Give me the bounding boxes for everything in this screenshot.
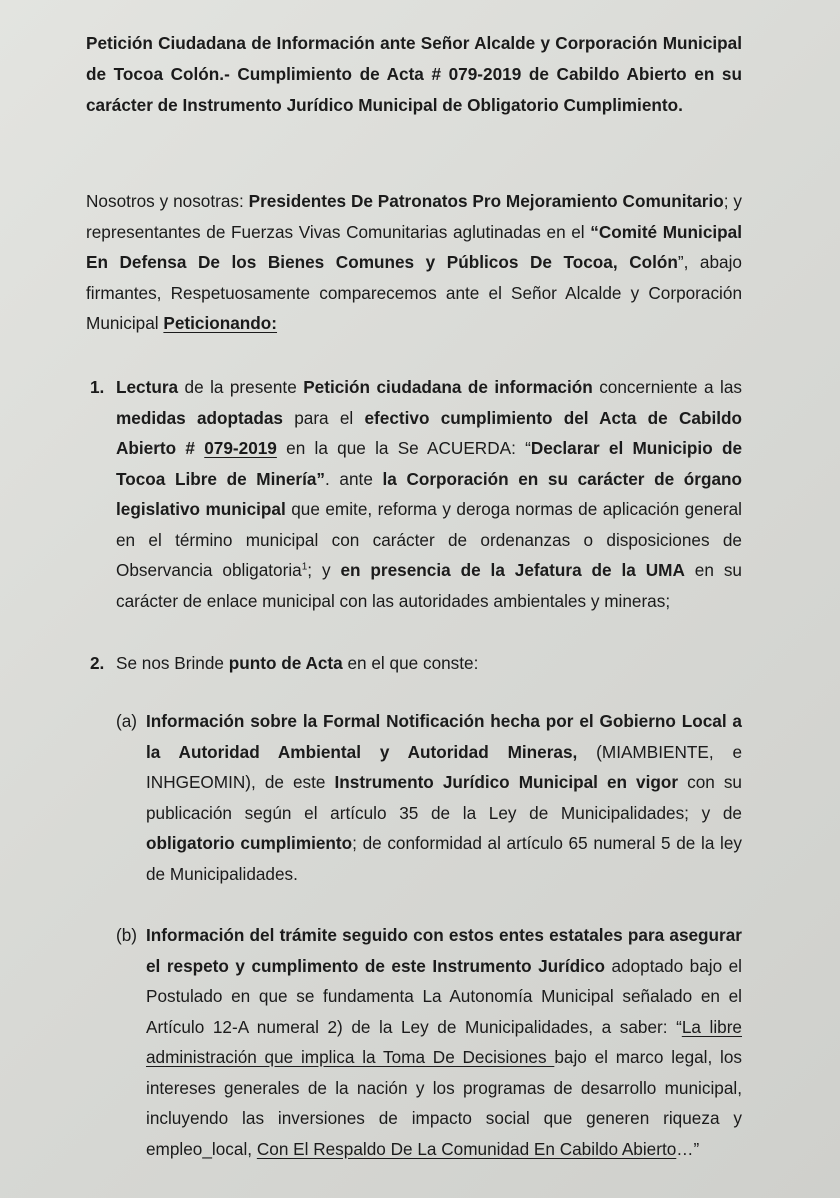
item-1-bold: la Corporación en su carácter de órgano legislativo municipal (116, 468, 743, 519)
item-2-text: en el que conste: (342, 653, 479, 673)
sub-a-paragraph (146, 706, 742, 889)
sub-b-bold: Información del trámite seguido con estos entes estatales para asegurar el respeto y cumplimento de este Instrumento Jurídico (146, 925, 742, 976)
sub-b-paragraph (146, 920, 742, 1164)
item-1-marker: 1. (90, 377, 105, 397)
intro-bold-patronatos: Presidentes De Patronatos Pro Mejoramiento Comunitario (248, 191, 724, 211)
sub-a-text: ; de conformidad al artículo 65 numeral 5 de la ley de Municipalidades. (146, 833, 742, 884)
item-2-paragraph (116, 648, 742, 679)
sub-b-marker: (b) (116, 925, 138, 945)
intro-paragraph (86, 186, 742, 339)
item-1-text: en la que la Se ACUERDA: “ (276, 438, 531, 458)
item-1-acta-number: 079-2019 (204, 438, 277, 458)
sub-b-text: adoptado bajo el Postulado en que se fundamenta La Autonomía Municipal señalado en el Artículo 12-A numeral 2) de la Ley de Municipalidades, a saber: “ (146, 955, 742, 1037)
intro-text: ; y representantes de Fuerzas Vivas Comunitarias aglutinadas en el (86, 191, 742, 242)
item-1-text: de la presente (178, 377, 304, 397)
item-1-text: concerniente a las (592, 377, 742, 397)
item-1-bold: medidas adoptadas (116, 407, 283, 428)
item-1-bold: Declarar el Municipio de Tocoa Libre de Minería” (116, 438, 743, 489)
item-1-text: en su carácter de enlace municipal con las autoridades ambientales y mineras; (116, 560, 742, 611)
item-1-bold: Lectura (116, 377, 179, 397)
item-1-bold: efectivo cumplimiento del Acta de Cabildo Abierto # (116, 407, 742, 458)
sub-b-underlined-quote: Con El Respaldo De La Comunidad En Cabildo Abierto (256, 1138, 677, 1159)
item-1-paragraph (116, 372, 742, 616)
item-1-bold: en presencia de la Jefatura de la UMA (340, 560, 685, 580)
intro-bold-comite: “Comité Municipal En Defensa De los Bienes Comunes y Públicos De Tocoa, Colón (86, 221, 742, 272)
item-2-bold: punto de Acta (228, 653, 343, 673)
sub-a-bold: Información sobre la Formal Notificación hecha por el Gobierno Local a la Autoridad Ambiental y Autoridad Mineras, (146, 711, 742, 762)
sub-a-marker: (a) (116, 711, 138, 731)
sub-b-underlined-quote: La libre administración que implica la Toma De Decisiones (146, 1016, 742, 1067)
sub-a-text: (MIAMBIENTE, e INHGEOMIN), de este (146, 741, 743, 792)
item-1-text: que emite, reforma y deroga normas de aplicación general en el término municipal con carácter de ordenanzas o disposiciones de Observancia obligatoria (116, 499, 742, 580)
item-1-text: . ante (325, 468, 383, 489)
document-title: Petición Ciudadana de Información ante Señor Alcalde y Corporación Municipal de Tocoa Colón.- Cumplimiento de Acta # 079-2019 de Cabildo Abierto en su carácter de Instrumento Jurídico Municipal de Obligatorio Cumplimiento. (86, 33, 742, 115)
item-1-text: ; y (307, 560, 341, 580)
item-1-text: para el (282, 407, 365, 428)
sub-b-text: …” (676, 1138, 700, 1159)
item-2-marker: 2. (90, 653, 105, 673)
sub-a-text: con su publicación según el artículo 35 de la Ley de Municipalidades; y de (146, 772, 742, 823)
item-2-text: Se nos Brinde (116, 653, 229, 673)
sub-b-text: bajo el marco legal, los intereses generales de la nación y los programas de desarrollo municipal, incluyendo las inversiones de impacto social que generen riqueza y empleo_local, (146, 1047, 742, 1159)
footnote-ref: 1 (301, 561, 308, 573)
intro-peticionando: Peticionando: (163, 313, 278, 333)
intro-text: Nosotros y nosotras: (86, 191, 249, 211)
sub-a-bold: obligatorio cumplimiento (146, 833, 353, 853)
intro-text: ”, abajo firmantes, Respetuosamente comparecemos ante el Señor Alcalde y Corporación Municipal (86, 252, 742, 333)
item-1-bold: Petición ciudadana de información (303, 377, 593, 397)
sub-a-bold: Instrumento Jurídico Municipal en vigor (334, 772, 679, 792)
